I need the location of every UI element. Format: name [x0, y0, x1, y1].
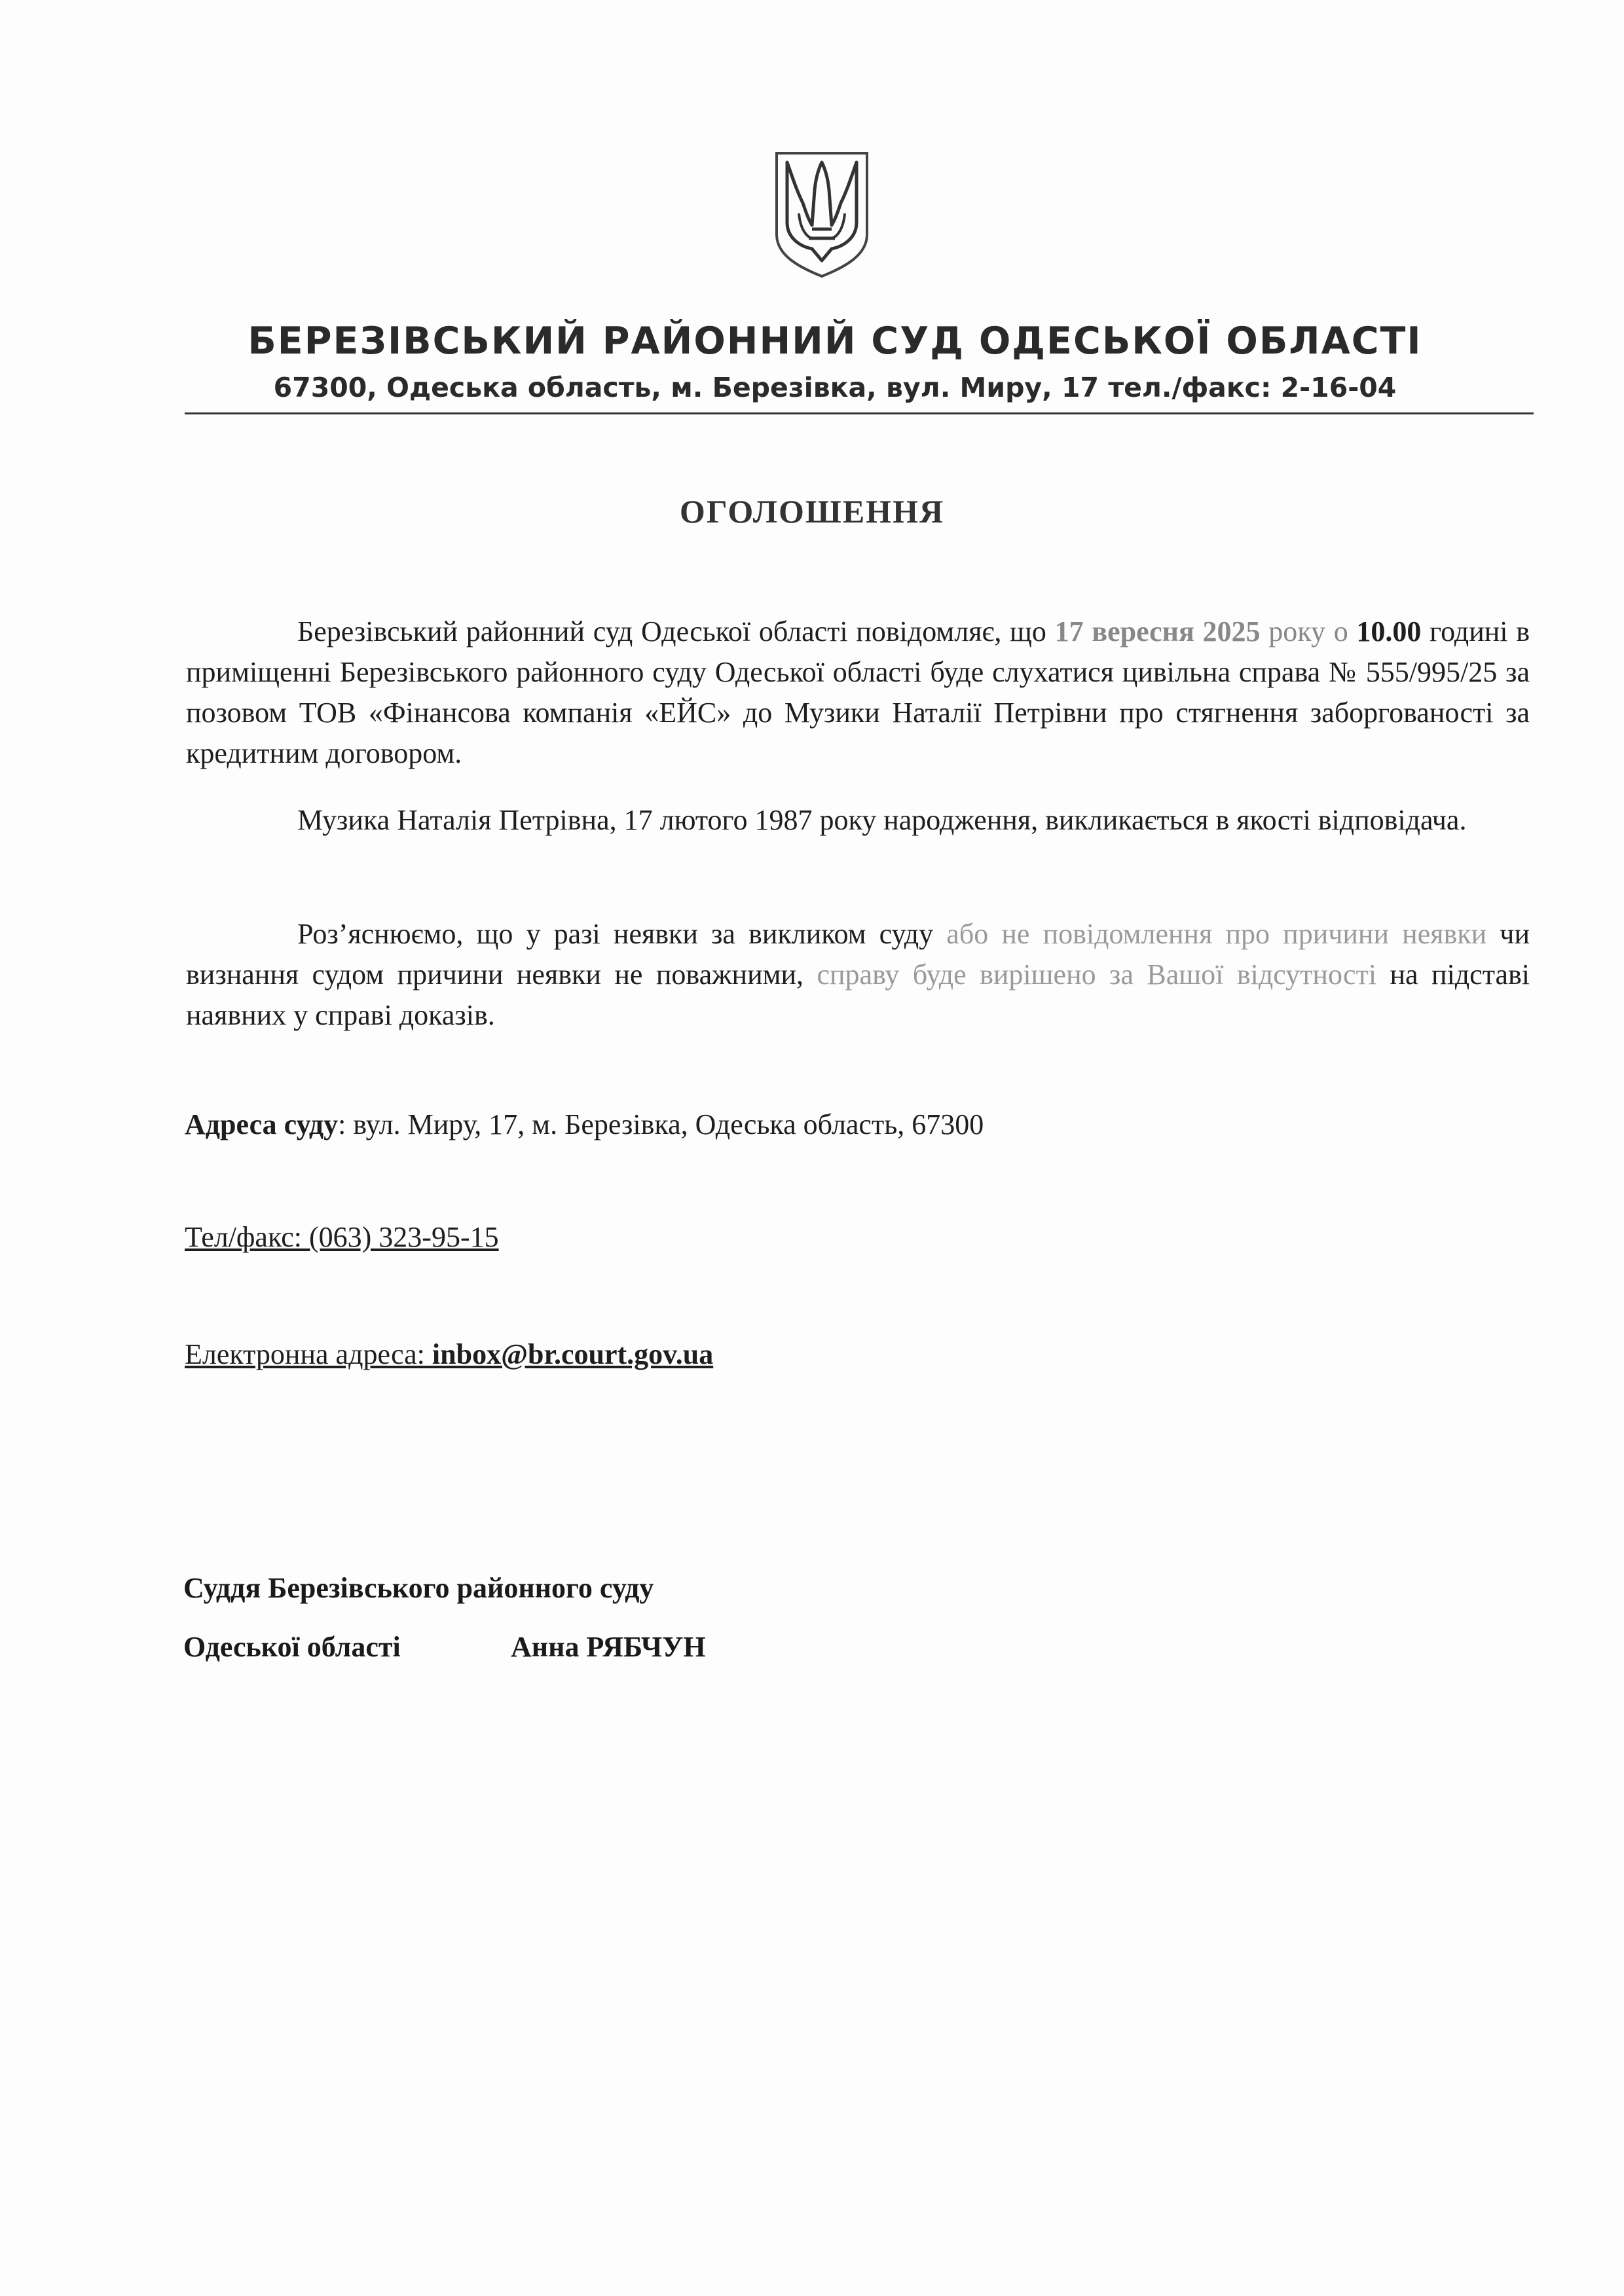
paragraph-text: Музика Наталія Петрівна, 17 лютого 1987 року народження, викликається в якості відповідача.: [297, 804, 1467, 836]
paragraph-text: Березівський районний суд Одеської області повідомляє, що: [297, 615, 1055, 647]
document-title: ОГОЛОШЕННЯ: [679, 493, 945, 530]
signature-title-line1: Суддя Березівського районного суду: [183, 1572, 654, 1604]
signature-judge-name: Анна РЯБЧУН: [511, 1631, 706, 1663]
court-address-line: [185, 1108, 984, 1141]
paragraph-text: або не повідомлення про причини неявки: [946, 918, 1487, 950]
paragraph-text: року о: [1260, 615, 1357, 647]
paragraph-text: чи визнання судом причини неявки не поважними,: [186, 918, 1530, 991]
paragraph-hearing-notice: [186, 611, 1530, 774]
paragraph-defendant: [186, 800, 1530, 841]
trident-coat-of-arms-icon: [773, 151, 871, 278]
paragraph-text: Роз’яснюємо, що у разі неявки за викликом суду: [297, 918, 947, 950]
paragraph-text: годині в приміщенні Березівського районного суду Одеської області буде слухатися цивільна справа № 555/995/25 за позовом ТОВ «Фінансова компанія «ЕЙС» до Музики Наталії Петрівни про стягнення заборгованості за кредитним договором.: [186, 615, 1530, 769]
signature-title-line2: Одеської області: [183, 1631, 401, 1663]
hearing-time: 10.00: [1356, 615, 1422, 647]
paragraph-text: на підставі наявних у справі доказів.: [186, 958, 1530, 1031]
court-name: БЕРЕЗІВСЬКИЙ РАЙОННИЙ СУД ОДЕСЬКОЇ ОБЛАСТІ: [248, 319, 1422, 363]
email-address: inbox@br.court.gov.ua: [432, 1338, 714, 1370]
address-label: Адреса суду: [185, 1108, 339, 1140]
header-divider: [185, 412, 1534, 414]
phone-line: Тел/факс: (063) 323-95-15: [185, 1221, 499, 1253]
email-label: Електронна адреса:: [185, 1338, 432, 1370]
email-line: [185, 1338, 713, 1371]
court-address: 67300, Одеська область, м. Березівка, вул. Миру, 17 тел./факс: 2-16-04: [273, 372, 1397, 403]
hearing-date: 17 вересня 2025: [1054, 615, 1261, 647]
paragraph-explanation: [186, 914, 1530, 1036]
address-value: : вул. Миру, 17, м. Березівка, Одеська область, 67300: [338, 1108, 984, 1140]
paragraph-text: справу буде вирішено за Вашої відсутності: [817, 958, 1377, 991]
